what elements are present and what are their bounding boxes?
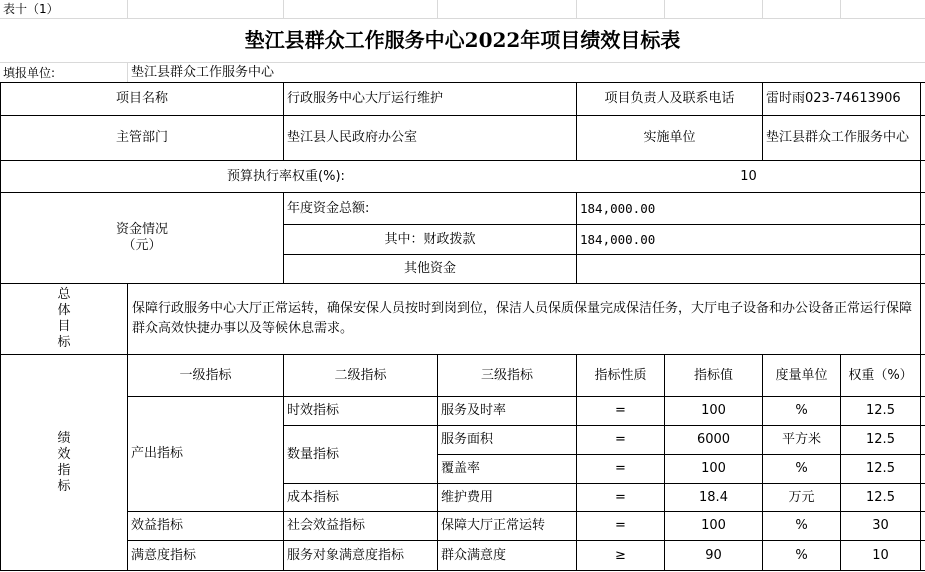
goal-label-cell <box>1 284 127 354</box>
level2-quantity: 数量指标 <box>287 446 340 462</box>
goal-label: 总体目标 <box>57 287 71 350</box>
project-name-value: 行政服务中心大厅运行维护 <box>287 91 444 106</box>
table-row-nature: = <box>615 518 626 533</box>
header-level2: 二级指标 <box>334 367 387 383</box>
table-row-weight: 12.5 <box>866 489 895 505</box>
border <box>920 82 921 571</box>
table-row-unit: % <box>795 547 808 563</box>
table-row-value: 100 <box>701 403 726 418</box>
table-row-unit: 万元 <box>788 489 815 505</box>
table-row-level3: 保障大厅正常运转 <box>441 518 546 533</box>
funds-label-block <box>1 193 283 283</box>
table-row-unit: 平方米 <box>781 432 821 447</box>
funds-total-label: 年度资金总额: <box>287 200 370 216</box>
table-row-nature: = <box>615 432 626 447</box>
table-row-value: 100 <box>701 461 726 476</box>
table-row-weight: 12.5 <box>866 461 895 476</box>
gridline <box>127 0 128 18</box>
funds-fiscal-value: 184,000.00 <box>580 231 656 247</box>
budget-weight-value: 10 <box>740 168 757 184</box>
table-row-level3: 维护费用 <box>441 489 494 505</box>
table-row-unit: % <box>795 461 808 476</box>
funds-other-value <box>577 255 920 283</box>
perf-label-cell <box>1 355 127 570</box>
level2-social-benefit: 社会效益指标 <box>287 518 366 533</box>
funds-unit: （元） <box>122 238 162 253</box>
dept-label: 主管部门 <box>115 130 168 145</box>
table-row-level3: 覆盖率 <box>441 461 481 476</box>
budget-weight-label: 预算执行率权重(%): <box>227 168 345 184</box>
table-row-weight: 12.5 <box>866 432 895 447</box>
table-row-weight: 12.5 <box>866 403 895 418</box>
goal-text: 保障行政服务中心大厅正常运转，确保安保人员按时到岗到位，保洁人员保质保量完成保洁任务，大厅电子设备和办公设备正常运行保障群众高效快捷办事以及等候休息需求。 <box>132 301 913 336</box>
header-weight: 权重（%） <box>848 367 913 383</box>
gridline <box>762 0 763 18</box>
table-row-value: 90 <box>705 547 722 563</box>
table-row-nature: = <box>615 403 626 418</box>
project-leader-label: 项目负责人及联系电话 <box>604 91 735 106</box>
table-row-weight: 30 <box>872 518 889 533</box>
impl-unit-label: 实施单位 <box>643 130 696 145</box>
gridline <box>437 0 438 18</box>
table-row-level3: 服务面积 <box>441 432 494 447</box>
funds-other-label: 其他资金 <box>403 261 456 276</box>
header-value: 指标值 <box>693 367 733 383</box>
impl-unit-value: 垫江县群众工作服务中心 <box>766 130 910 145</box>
level1-benefit: 效益指标 <box>131 518 184 533</box>
level2-cost: 成本指标 <box>287 489 340 505</box>
funds-label: 资金情况 <box>115 222 168 237</box>
filing-unit-label: 填报单位: <box>3 65 56 80</box>
header-nature: 指标性质 <box>594 367 647 383</box>
header-unit: 度量单位 <box>775 367 828 383</box>
dept-value: 垫江县人民政府办公室 <box>287 130 418 145</box>
table-number: 表十（1） <box>3 2 59 16</box>
gridline <box>283 0 284 18</box>
filing-unit-value: 垫江县群众工作服务中心 <box>131 64 275 80</box>
table-row-level3: 服务及时率 <box>441 403 507 418</box>
table-row-value: 6000 <box>696 432 731 447</box>
border <box>0 570 925 571</box>
level2-service-satisfaction: 服务对象满意度指标 <box>287 547 405 563</box>
table-row-nature: ≥ <box>615 547 626 563</box>
gridline <box>840 0 841 18</box>
gridline <box>664 0 665 18</box>
perf-label: 绩效指标 <box>57 430 71 494</box>
table-row-nature: = <box>615 489 626 505</box>
level1-satisfaction: 满意度指标 <box>131 547 197 563</box>
project-leader-value: 雷时雨023-74613906 <box>766 91 901 106</box>
level2-timeliness: 时效指标 <box>287 403 340 418</box>
table-row-weight: 10 <box>872 547 889 563</box>
table-row-unit: % <box>795 403 808 418</box>
table-row-value: 100 <box>701 518 726 533</box>
funds-total-value: 184,000.00 <box>580 200 656 216</box>
table-row-level3: 群众满意度 <box>441 547 507 563</box>
gridline <box>576 0 577 18</box>
funds-fiscal-label: 其中：财政拨款 <box>384 231 476 247</box>
project-name-label: 项目名称 <box>115 91 168 106</box>
page-title: 垫江县群众工作服务中心2022年项目绩效目标表 <box>244 28 681 52</box>
table-row-unit: % <box>795 518 808 533</box>
table-row-value: 18.4 <box>699 489 728 505</box>
table-row-nature: = <box>615 461 626 476</box>
header-level3: 三级指标 <box>480 367 533 383</box>
level1-output: 产出指标 <box>131 446 184 461</box>
header-level1: 一级指标 <box>179 367 232 383</box>
